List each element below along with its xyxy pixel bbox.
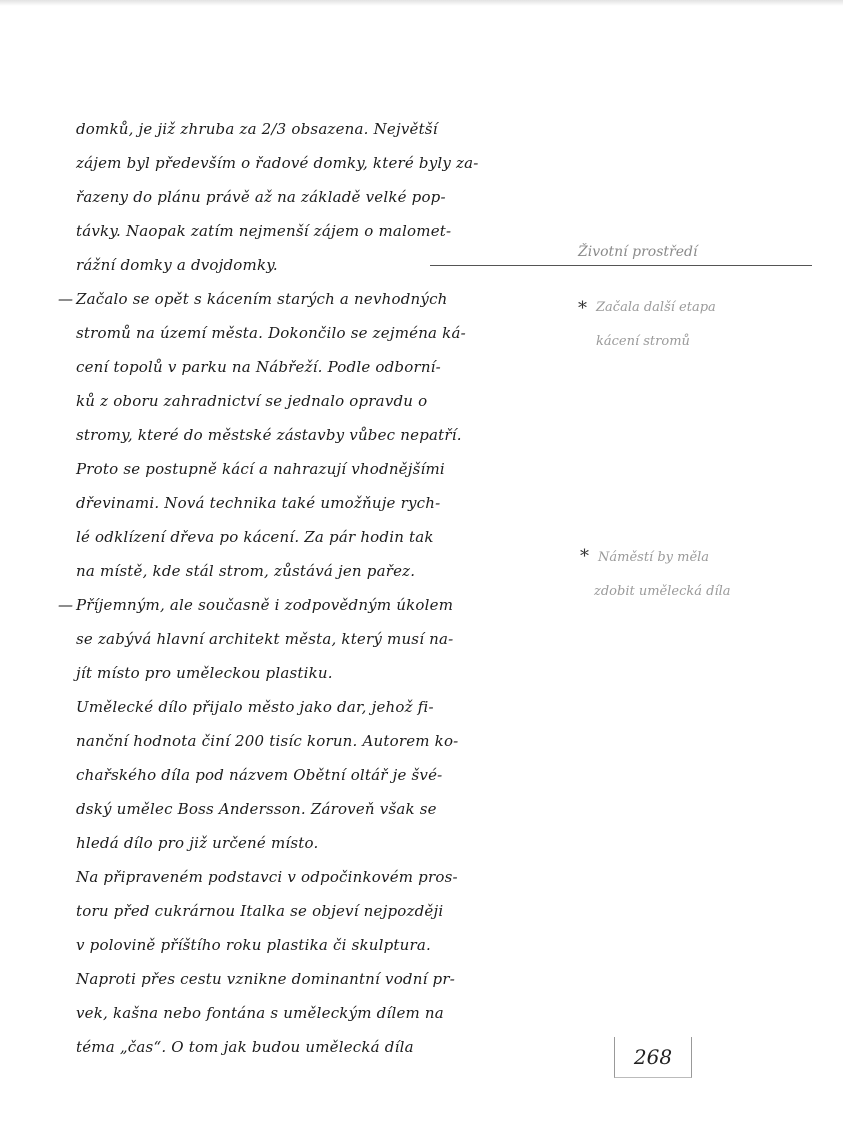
text-line: Umělecké dílo přijalo město jako dar, jehož fi-	[76, 698, 434, 716]
asterisk-icon: *	[578, 298, 587, 319]
text-line: Naproti přes cestu vznikne dominantní vodní pr-	[76, 970, 455, 988]
text-line: hledá dílo pro již určené místo.	[76, 834, 319, 852]
page-number: 268	[614, 1037, 692, 1078]
text-line: řazeny do plánu právě až na základě velké pop-	[76, 188, 446, 206]
text-line: nanční hodnota činí 200 tisíc korun. Autorem ko-	[76, 732, 459, 750]
text-line-content: Příjemným, ale současně i zodpovědným úkolem	[76, 596, 454, 614]
text-line: vek, kašna nebo fontána s uměleckým dílem na	[76, 1004, 444, 1022]
text-line-content: Začalo se opět s kácením starých a nevhodných	[76, 290, 448, 308]
scan-edge	[0, 0, 843, 6]
margin-note-line: Začala další etapa	[596, 300, 716, 315]
text-line: cení topolů v parku na Nábřeží. Podle odborní-	[76, 358, 441, 376]
margin-note-line: zdobit umělecká díla	[594, 584, 731, 599]
heading-underline	[430, 265, 812, 266]
text-line: zájem byl především o řadové domky, které byly za-	[76, 154, 479, 172]
text-line: dský umělec Boss Andersson. Zároveň však se	[76, 800, 437, 818]
text-line: dřevinami. Nová technika také umožňuje rych-	[76, 494, 441, 512]
margin-heading: Životní prostředí	[578, 244, 698, 260]
margin-note-line: kácení stromů	[596, 334, 690, 349]
text-line: se zabývá hlavní architekt města, který musí na-	[76, 630, 454, 648]
asterisk-icon: *	[580, 546, 589, 567]
text-line: v polovině příštího roku plastika či skulptura.	[76, 936, 432, 954]
text-line	[58, 282, 576, 316]
text-line: Na připraveném podstavci v odpočinkovém pros-	[76, 868, 458, 886]
text-line: toru před cukrárnou Italka se objeví nejpozději	[76, 902, 444, 920]
text-line: stromy, které do městské zástavby vůbec nepatří.	[76, 426, 462, 444]
text-line: domků, je již zhruba za 2/3 obsazena. Největší	[76, 120, 438, 138]
text-line: téma „čas“. O tom jak budou umělecká díla	[76, 1038, 414, 1056]
text-line	[58, 588, 576, 622]
margin-note-line: Náměstí by měla	[598, 550, 710, 565]
text-line: rážní domky a dvojdomky.	[76, 256, 278, 274]
text-line: Proto se postupně kácí a nahrazují vhodnějšími	[76, 460, 445, 478]
text-line: chařského díla pod názvem Obětní oltář je švé-	[76, 766, 443, 784]
text-line: na místě, kde stál strom, zůstává jen pařez.	[76, 562, 416, 580]
text-line: távky. Naopak zatím nejmenší zájem o malomet-	[76, 222, 452, 240]
text-line: stromů na území města. Dokončilo se zejména ká-	[76, 324, 466, 342]
text-line: jít místo pro uměleckou plastiku.	[76, 664, 333, 682]
paragraph-dash: —	[58, 290, 74, 308]
handwritten-text-block	[58, 112, 576, 1064]
text-line: lé odklízení dřeva po kácení. Za pár hodin tak	[76, 528, 434, 546]
paragraph-dash: —	[58, 596, 74, 614]
text-line: ků z oboru zahradnictví se jednalo opravdu o	[76, 392, 428, 410]
